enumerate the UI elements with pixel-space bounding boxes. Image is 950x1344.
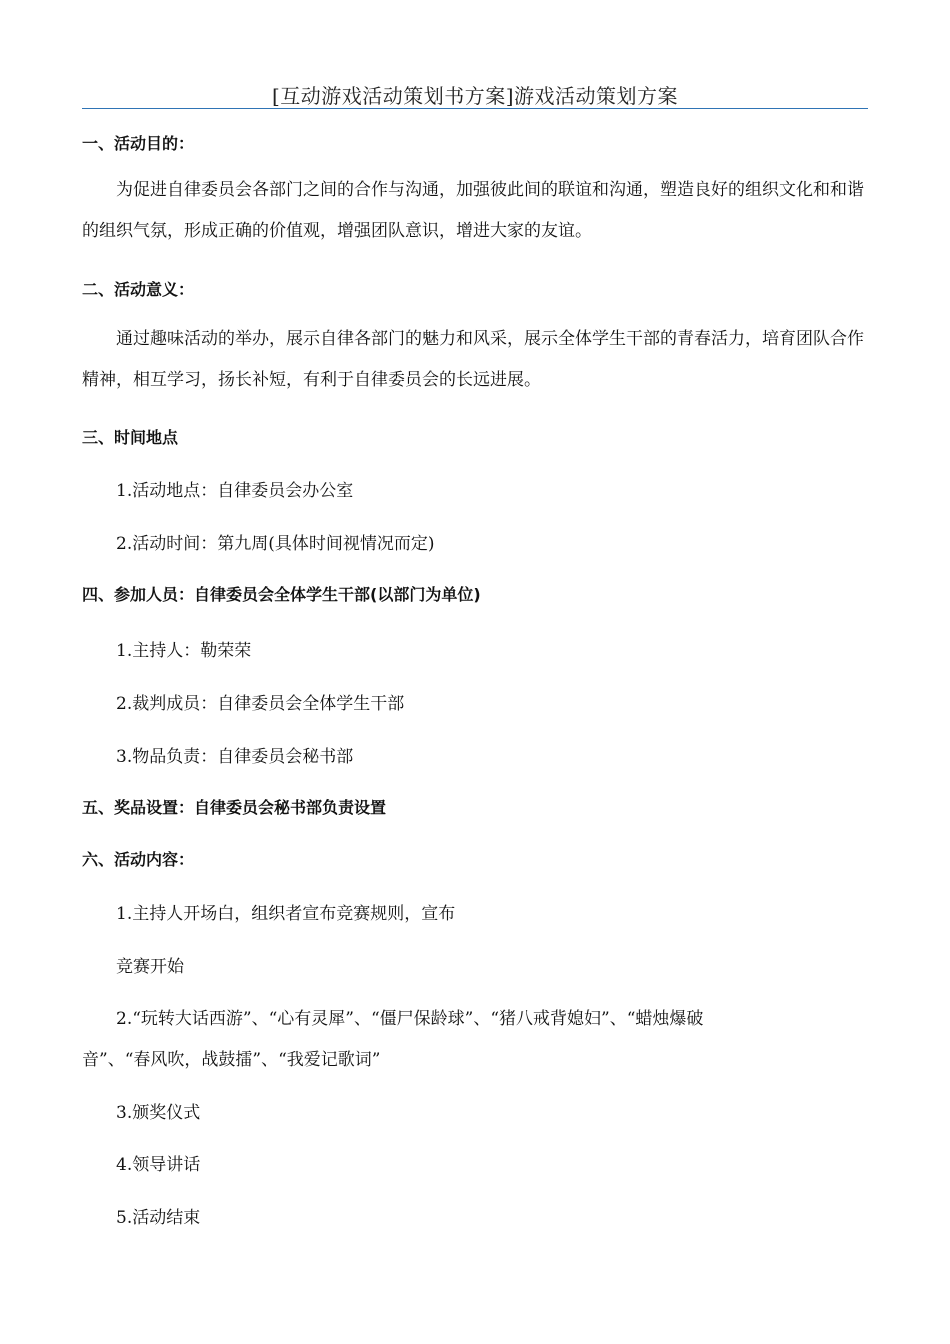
section-heading-prizes: 五、奖品设置：自律委员会秘书部负责设置 [82, 798, 387, 817]
section-heading-content: 六、活动内容： [82, 850, 195, 869]
list-item: 1.主持人开场白，组织者宣布竞赛规则，宣布 [116, 904, 456, 924]
list-item: 2.裁判成员：自律委员会全体学生干部 [116, 694, 405, 714]
list-item: 4.领导讲话 [116, 1155, 201, 1175]
list-item: 1.主持人：勒荣荣 [116, 641, 252, 661]
paragraph-text: 通过趣味活动的举办，展示自律各部门的魅力和风采，展示全体学生干部的青春活力，培育团队合作精神，相互学习，扬长补短，有利于自律委员会的长远进展。 [82, 329, 864, 390]
list-item: 1.活动地点：自律委员会办公室 [116, 481, 354, 501]
section-paragraph-significance [82, 319, 868, 401]
document-title: [互动游戏活动策划书方案]游戏活动策划方案 [271, 84, 679, 108]
list-item: 2.活动时间：第九周(具体时间视情况而定) [116, 534, 435, 554]
section-heading-purpose: 一、活动目的： [82, 134, 195, 153]
list-item: 2.“玩转大话西游”、“心有灵犀”、“僵尸保龄球”、“猪八戒背媳妇”、“蜡烛爆破 [116, 1009, 704, 1029]
list-item: 3.物品负责：自律委员会秘书部 [116, 747, 354, 767]
section-heading-significance: 二、活动意义： [82, 280, 195, 299]
list-item: 竞赛开始 [116, 957, 184, 977]
title-underline [82, 108, 868, 109]
section-paragraph-purpose [82, 170, 868, 252]
section-heading-participants: 四、参加人员：自律委员会全体学生干部(以部门为单位) [82, 585, 481, 604]
paragraph-text: 为促进自律委员会各部门之间的合作与沟通，加强彼此间的联谊和沟通，塑造良好的组织文化和和谐的组织气氛，形成正确的价值观，增强团队意识，增进大家的友谊。 [82, 180, 864, 241]
list-item: 3.颁奖仪式 [116, 1103, 201, 1123]
section-heading-time-place: 三、时间地点 [82, 428, 179, 447]
list-item: 5.活动结束 [116, 1208, 201, 1228]
list-item: 音”、“春风吹，战鼓擂”、“我爱记歌词” [82, 1050, 381, 1070]
